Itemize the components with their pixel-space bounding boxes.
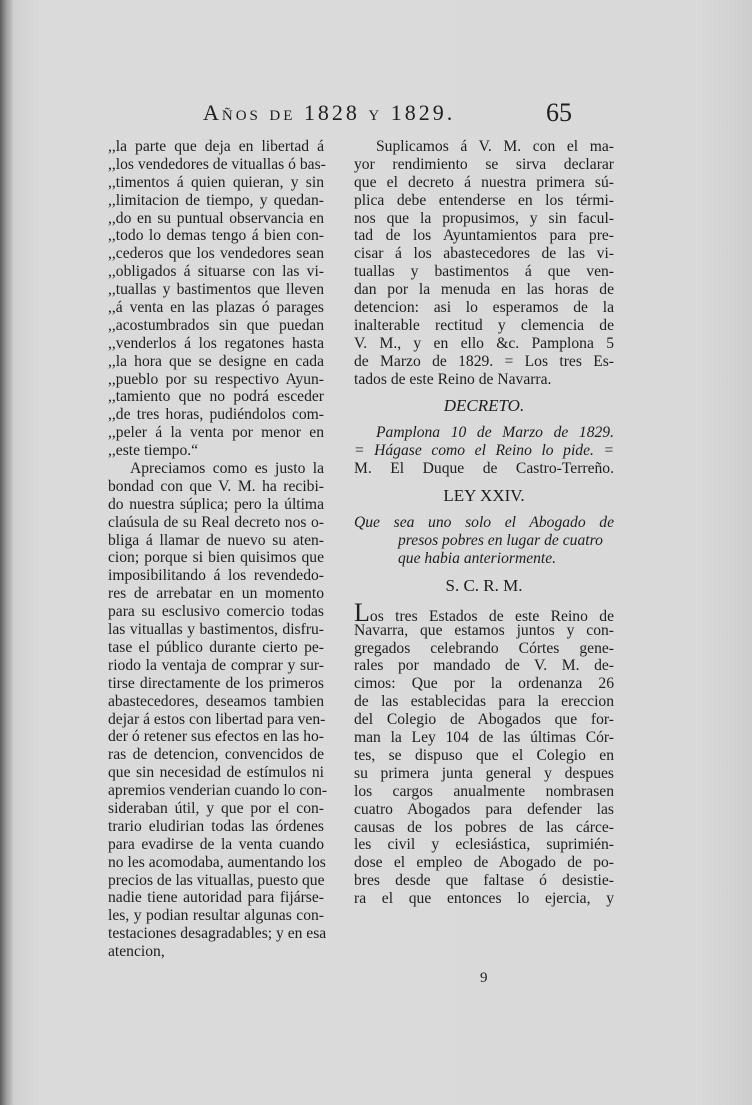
text-line: riodo la ventaja de comprar y sur- — [108, 656, 324, 674]
text-line: Navarra, que estamos juntos y con- — [354, 621, 614, 639]
text-line — [354, 597, 614, 627]
text-line: bres desde que faltase ó desistie- — [354, 872, 614, 890]
text-line: tirse directamente de los primeros — [108, 674, 324, 692]
text-line: ,,este tiempo.“ — [108, 442, 199, 460]
text-line: tase el público durante cierto pe- — [108, 638, 324, 656]
text-line: ,,los vendedores de vituallas ó bas- — [108, 155, 326, 173]
text-line: cion; porque si bien quisimos que — [108, 549, 324, 567]
text-line: man la Ley 104 de las últimas Cór- — [354, 729, 614, 747]
text-line: ,,acostumbrados sin que puedan — [108, 316, 324, 334]
text-line: nadie tiene autoridad para fijárse- — [108, 889, 324, 907]
text-line: sideraban útil, y que por el con- — [108, 799, 324, 817]
page-header — [0, 98, 752, 132]
text-line: res de arrebatar en un momento — [108, 585, 324, 603]
text-line: inalterable rectitud y clemencia de — [354, 316, 614, 334]
text-line: ,,peler á la venta por menor en — [108, 424, 324, 442]
text-line: dan por la menuda en las horas de — [354, 281, 614, 299]
text-line: del Colegio de Abogados que for- — [354, 711, 614, 729]
right-column — [354, 138, 614, 908]
drop-cap: L — [354, 597, 370, 627]
text-line: nos que la propusimos, y sin facul- — [354, 209, 614, 227]
text-line: V. M., y en ello &c. Pamplona 5 — [354, 334, 614, 352]
text-line: ,,obligados á situarse con las vi- — [108, 263, 324, 281]
law-heading: LEY XXIV. — [443, 486, 525, 506]
left-column — [108, 138, 328, 961]
law-summary — [354, 514, 614, 568]
text-line: apremios venderian cuando lo con- — [108, 782, 328, 800]
text-line: ,,á venta en las plazas ó parages — [108, 299, 324, 317]
text-line: ,,tuallas y bastimentos que lleven — [108, 281, 324, 299]
text-line: cimos: Que por la ordenanza 26 — [354, 675, 614, 693]
text-line: claúsula de su Real decreto nos o- — [108, 513, 324, 531]
text-line: ,,timentos á quien quieran, y sin — [108, 173, 324, 191]
text-line: ,,venderlos á los regatones hasta — [108, 334, 324, 352]
text-line: que el decreto á nuestra primera sú- — [354, 173, 614, 191]
text-line: cisar á los abastecedores de las vi- — [354, 245, 614, 263]
text-line: tes, se dispuso que el Colegio en — [354, 746, 614, 764]
text-line: detencion: asi lo esperamos de la — [354, 299, 614, 317]
text-line: = Hágase como el Reino lo pide. = — [354, 442, 614, 460]
text-line: su primera junta general y despues — [354, 764, 614, 782]
text-line: Pamplona 10 de Marzo de 1829. — [376, 424, 614, 442]
text-line: para evadirse de la venta cuando — [108, 835, 324, 853]
text-line: imposibilitando á los revendedo- — [108, 567, 324, 585]
text-line: rales por mandado de V. M. de- — [354, 657, 614, 675]
text-line: de Marzo de 1829. = Los tres Es- — [354, 352, 614, 370]
text-line: de las establecidas para la ereccion — [354, 693, 614, 711]
text-line: les civil y eclesiástica, suprimién- — [354, 836, 614, 854]
text-line: cuatro Abogados para defender las — [354, 800, 614, 818]
text-line: bliga á llamar de nuevo su aten- — [108, 531, 324, 549]
text-line: los cargos anualmente nombrasen — [354, 782, 614, 800]
text-line-content: os tres Estados de este Reino de — [369, 607, 614, 625]
text-line: precios de las vituallas, puesto que — [108, 871, 325, 889]
text-line: testaciones desagradables; y en esa — [108, 925, 327, 943]
address-heading: S. C. R. M. — [445, 575, 523, 595]
text-line: trario eludirian todas las órdenes — [108, 817, 324, 835]
text-line: que sin necesidad de estímulos ni — [108, 764, 324, 782]
text-line: atencion, — [108, 943, 165, 961]
text-line: Apreciamos como es justo la — [130, 460, 324, 478]
text-line: ra el que entonces lo ejercia, y — [354, 890, 614, 908]
text-line: presos pobres en lugar de cuatro — [398, 532, 603, 550]
text-line: dejar á estos con libertad para ven- — [108, 710, 326, 728]
text-line: ,,de tres horas, pudiéndolos com- — [108, 406, 324, 424]
text-line: ,,tamiento que no podrá esceder — [108, 388, 324, 406]
text-line: do nuestra súplica; pero la última — [108, 495, 324, 513]
text-line: ,,pueblo por su respectivo Ayun- — [108, 370, 324, 388]
text-line: ,,do en su puntual observancia en — [108, 209, 324, 227]
text-line: ,,limitacion de tiempo, y quedan- — [108, 191, 324, 209]
text-line: plica debe entenderse en los térmi- — [354, 191, 614, 209]
petition-paragraph — [108, 460, 328, 961]
text-line: no les acomodaba, aumentando los — [108, 853, 326, 871]
text-line: les, y podian resultar algunas con- — [108, 907, 324, 925]
text-line: tad de los Ayuntamientos para pre- — [354, 227, 614, 245]
signature-mark: 9 — [480, 970, 488, 986]
page-number: 65 — [546, 98, 572, 127]
text-line: ,,la parte que deja en libertad á — [108, 138, 324, 155]
text-line: der ó retener sus efectos en las ho- — [108, 728, 324, 746]
text-line: Que sea uno solo el Abogado de — [354, 514, 614, 532]
text-line: tuallas y bastimentos á que ven- — [354, 263, 614, 281]
text-line: para su esclusivo comercio todas — [108, 603, 324, 621]
text-line: causas de los pobres de las cárce- — [354, 818, 614, 836]
running-title: Años de 1828 y 1829. — [203, 100, 456, 125]
text-line: bondad con que V. M. ha recibi- — [108, 477, 324, 495]
text-line: Suplicamos á V. M. con el ma- — [376, 138, 614, 155]
decreto-heading: DECRETO. — [443, 396, 525, 416]
text-line: gregados celebrando Córtes gene- — [354, 639, 614, 657]
decree-text — [354, 424, 614, 478]
text-line: tados de este Reino de Navarra. — [354, 370, 552, 388]
text-line: abastecedores, deseamos tambien — [108, 692, 324, 710]
petition-closing — [354, 138, 614, 388]
text-line: dose el empleo de Abogado de po- — [354, 854, 614, 872]
text-line: las vituallas y bastimentos, disfru- — [108, 621, 324, 639]
text-line: que habia anteriormente. — [398, 549, 557, 567]
text-line: yor rendimiento se sirva declarar — [354, 155, 614, 173]
text-line: ras de detencion, convencidos de — [108, 746, 324, 764]
text-line: ,,cederos que los vendedores sean — [108, 245, 324, 263]
text-line: M. El Duque de Castro-Terreño. — [354, 460, 614, 478]
text-line: ,,todo lo demas tengo á bien con- — [108, 227, 324, 245]
law-body — [354, 597, 614, 908]
text-line: ,,la hora que se designe en cada — [108, 352, 324, 370]
quoted-decree-text — [108, 138, 324, 460]
